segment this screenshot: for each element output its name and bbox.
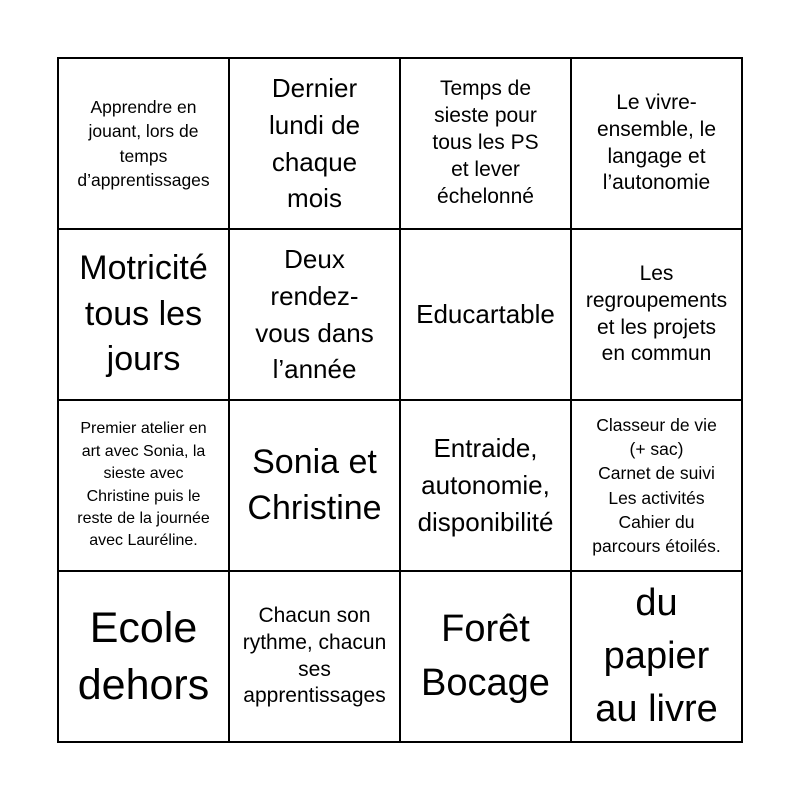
cell-text: Apprendre en jouant, lors de temps d’apprentissages (77, 97, 210, 190)
bingo-cell-3[interactable] (400, 58, 571, 229)
cell-text: Dernier lundi de chaque mois (268, 72, 361, 214)
bingo-cell-13[interactable] (58, 571, 229, 742)
cell-text: Educartable (416, 299, 555, 330)
cell-text: Les regroupements et les projets en commun (585, 261, 728, 366)
cell-text: du papier au livre (595, 581, 718, 731)
cell-text: Entraide, autonomie, disponibilité (417, 433, 554, 537)
bingo-cell-7[interactable] (400, 229, 571, 400)
bingo-cell-10[interactable] (229, 400, 400, 571)
bingo-cell-14[interactable] (229, 571, 400, 742)
bingo-cell-16[interactable] (571, 571, 742, 742)
cell-text: Premier atelier en art avec Sonia, la sieste avec Christine puis le reste de la journée avec Lauréline. (77, 420, 210, 550)
cell-text: Classeur de vie (+ sac) Carnet de suivi Les activités Cahier du parcours étoilés. (592, 415, 721, 556)
cell-text: Forêt Bocage (421, 608, 550, 704)
bingo-cell-9[interactable] (58, 400, 229, 571)
cell-text: Sonia et Christine (247, 442, 382, 527)
bingo-cell-15[interactable] (400, 571, 571, 742)
cell-text: Motricité tous les jours (79, 248, 208, 379)
bingo-cell-5[interactable] (58, 229, 229, 400)
bingo-cell-6[interactable] (229, 229, 400, 400)
cell-text: Temps de sieste pour tous les PS et lever échelonné (432, 77, 539, 208)
cell-text: Deux rendez- vous dans l’année (255, 243, 374, 385)
bingo-cell-4[interactable] (571, 58, 742, 229)
cell-text: Ecole dehors (77, 603, 210, 709)
bingo-cell-8[interactable] (571, 229, 742, 400)
bingo-cell-11[interactable] (400, 400, 571, 571)
cell-text: Chacun son rythme, chacun ses apprentissages (242, 603, 387, 708)
bingo-card (57, 57, 743, 743)
bingo-cell-12[interactable] (571, 400, 742, 571)
cell-text: Le vivre- ensemble, le langage et l’autonomie (596, 90, 717, 195)
bingo-cell-2[interactable] (229, 58, 400, 229)
bingo-cell-1[interactable] (58, 58, 229, 229)
